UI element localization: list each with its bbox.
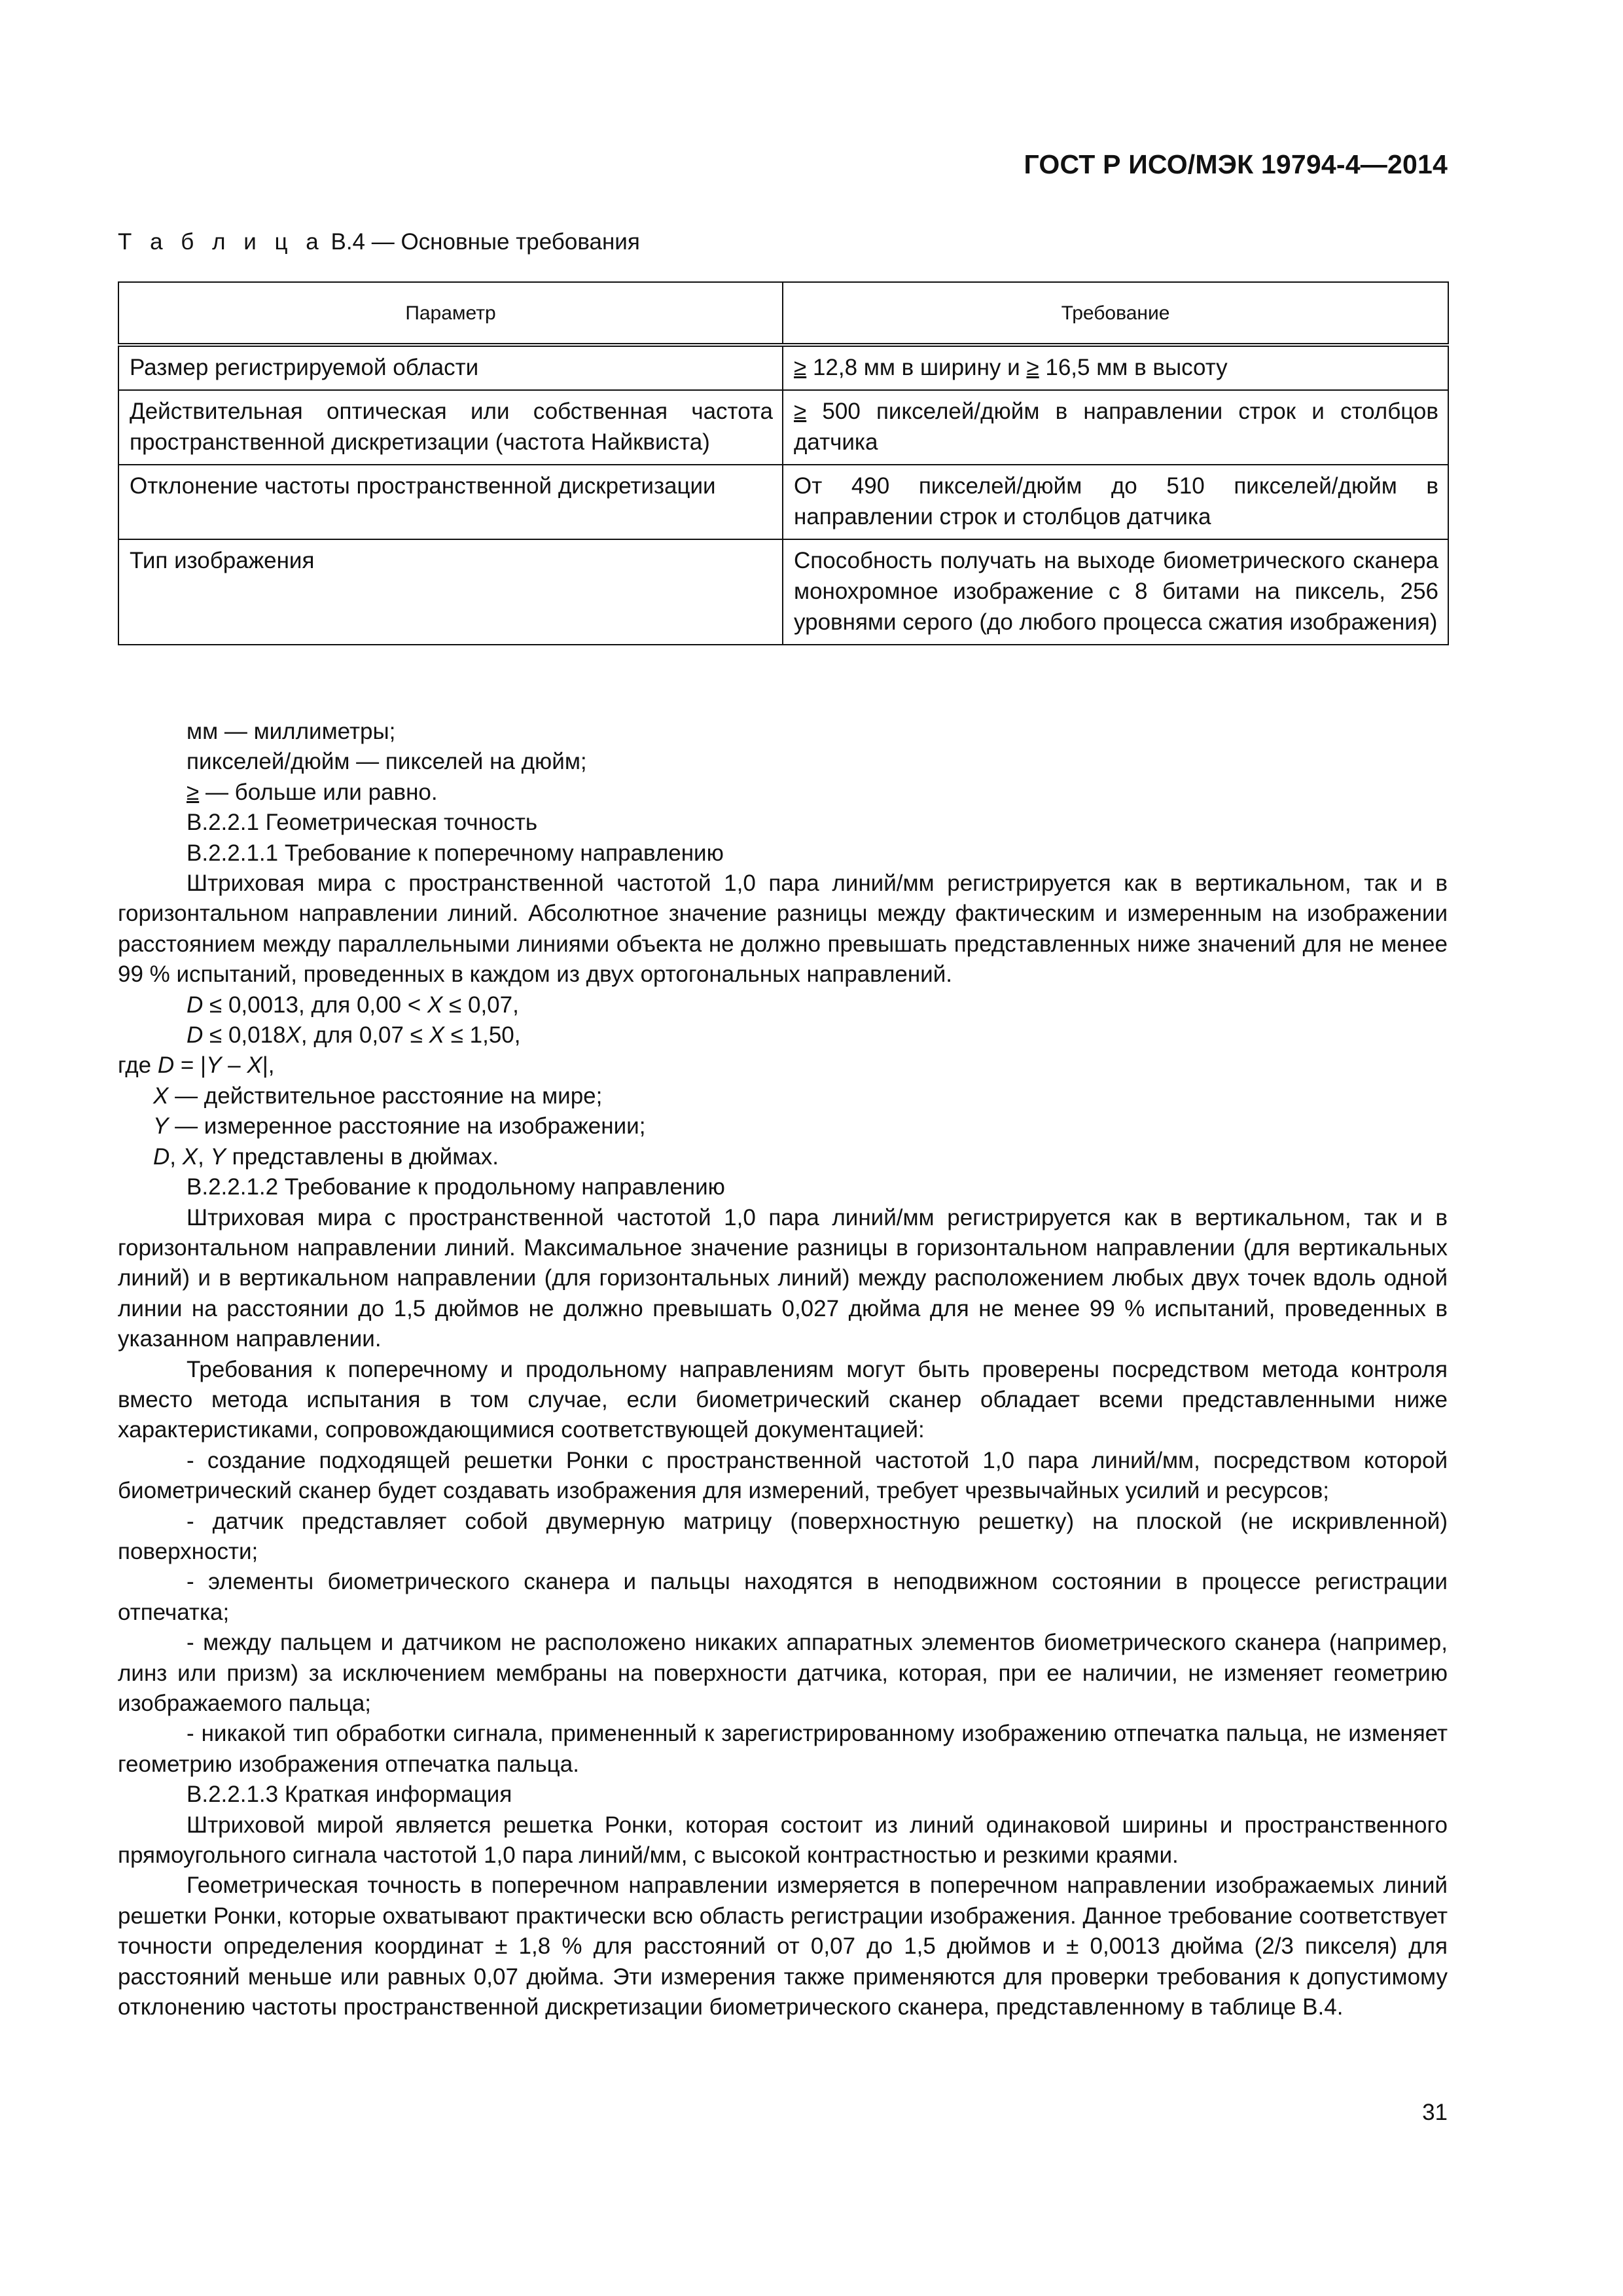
- formula-text: ≤ 1,50,: [444, 1022, 521, 1049]
- ge-symbol: ≥: [794, 355, 807, 380]
- var: X: [427, 992, 443, 1018]
- formula-text: ≤ 0,0013, для 0,00 <: [203, 992, 427, 1018]
- list-item: - никакой тип обработки сигнала, примененный к зарегистрированному изображению отпечатка пальца, не изменяет геометрию изображения отпечатка пальца.: [118, 1721, 1448, 1777]
- section-title: В.2.2.1.1 Требование к поперечному направлению: [187, 840, 724, 866]
- paragraph: Геометрическая точность в поперечном направлении измеряется в поперечном направлении изображаемых линий решетки Ронки, которые охватывают практически всю область регистрации изображения. Данное требование соответствует точности определения координат ± 1,8 % для расстояний от 0,07 до 1,5 дюймов и ± 0,0013 дюйма (2/3 пикселя) для расстояний меньше или равных 0,07 дюйма. Эти измерения также применяются для проверки требования к допустимому отклонению частоты пространственной дискретизации биометрического сканера, представленному в таблице В.4.: [118, 1873, 1448, 2020]
- section-title: В.2.2.1.2 Требование к продольному направлению: [187, 1174, 725, 1200]
- table-row: [118, 465, 1448, 539]
- definition-y: [118, 1111, 1448, 1141]
- definition-x: [118, 1081, 1448, 1111]
- requirements-table: [118, 281, 1449, 645]
- requirement-cell: Способность получать на выходе биометрического сканера монохромное изображение с 8 битами на пиксель, 256 уровнями серого (до любого процесса сжатия изображения): [783, 539, 1448, 645]
- list-item: - элементы биометрического сканера и пальцы находятся в неподвижном состоянии в процессе регистрации отпечатка;: [118, 1569, 1448, 1625]
- sep: ,: [169, 1143, 183, 1170]
- document-body: [118, 717, 1448, 2022]
- requirement-text: 16,5 мм в высоту: [1039, 355, 1228, 380]
- header-parameter: Параметр: [118, 282, 783, 345]
- requirement-text: 500 пикселей/дюйм в направлении строк и столбцов датчика: [794, 399, 1438, 455]
- list-item: - создание подходящей решетки Ронки с пространственной частотой 1,0 пара линий/мм, посредством которой биометрический сканер будет создавать изображения для измерений, требует чрезвычайных усилий и ресурсов;: [118, 1447, 1448, 1504]
- paragraph: Штриховой мирой является решетка Ронки, которая состоит из линий одинаковой ширины и пространственного прямоугольного сигнала частотой 1,0 пара линий/мм, с высокой контрастностью и резкими краями.: [118, 1812, 1448, 1869]
- requirement-cell: [783, 345, 1448, 390]
- var: Y: [206, 1052, 222, 1079]
- paragraph: Штриховая мира с пространственной частотой 1,0 пара линий/мм регистрируется как в вертикальном, так и в горизонтальном направлении линий. Максимальное значение разницы в горизонтальном направлении (для вертикальных линий) и в вертикальном направлении (для горизонтальных линий) между расположением любых двух точек вдоль одной линии на расстоянии до 1,5 дюймов не должно превышать 0,027 дюйма для не менее 99 % испытаний, проведенных в указанном направлении.: [118, 1204, 1448, 1352]
- ge-symbol: ≥: [187, 779, 200, 805]
- section-title: В.2.2.1.3 Краткая информация: [187, 1782, 512, 1808]
- formula: [118, 990, 1448, 1020]
- formula-text: ≤ 0,07,: [442, 992, 519, 1018]
- paragraph: Штриховая мира с пространственной частотой 1,0 пара линий/мм регистрируется как в вертикальном, так и в горизонтальном направлении линий. Абсолютное значение разницы между фактическим и измеренным на изображении расстоянием между параллельными линиями объекта не должно превышать представленных ниже значений для не менее 99 % испытаний, проведенных в каждом из двух ортогональных направлений.: [118, 870, 1448, 988]
- table-caption: [118, 229, 640, 255]
- var: X: [429, 1022, 444, 1049]
- header-requirement: Требование: [783, 282, 1448, 345]
- definition-text: — измеренное расстояние на изображении;: [168, 1113, 646, 1139]
- table-caption-text: В.4 — Основные требования: [330, 229, 640, 255]
- param-cell: Действительная оптическая или собственная частота пространственной дискретизации (частота Найквиста): [118, 390, 783, 465]
- formula-text: = |: [174, 1052, 207, 1079]
- param-cell: Отклонение частоты пространственной дискретизации: [118, 465, 783, 539]
- table-header-row: [118, 282, 1448, 345]
- var: Y: [210, 1143, 226, 1170]
- var: D: [187, 1022, 204, 1049]
- var: X: [247, 1052, 262, 1079]
- note-ge-text: — больше или равно.: [199, 779, 438, 805]
- definition-text: — действительное расстояние на мире;: [168, 1083, 603, 1109]
- page-number: 31: [1422, 2100, 1448, 2125]
- note-ppi: пикселей/дюйм — пикселей на дюйм;: [187, 749, 587, 775]
- table-row: [118, 390, 1448, 465]
- table-caption-label: Т а б л и ц а: [118, 229, 325, 255]
- sep: ,: [198, 1143, 211, 1170]
- section-title: В.2.2.1 Геометрическая точность: [187, 810, 538, 836]
- definition-units: [118, 1142, 1448, 1172]
- var: D: [153, 1143, 170, 1170]
- var: X: [153, 1083, 169, 1109]
- formula-text: |,: [262, 1052, 275, 1079]
- list-item: - датчик представляет собой двумерную матрицу (поверхностную решетку) на плоской (не искривленной) поверхности;: [118, 1508, 1448, 1564]
- ge-symbol: ≥: [1026, 355, 1039, 380]
- var: Y: [153, 1113, 169, 1139]
- param-cell: Размер регистрируемой области: [118, 345, 783, 390]
- formula-text: ≤ 0,018: [203, 1022, 286, 1049]
- param-cell: Тип изображения: [118, 539, 783, 645]
- definition-text: представлены в дюймах.: [225, 1143, 499, 1170]
- formula-where: [118, 1050, 1448, 1081]
- formula-text: где: [118, 1052, 158, 1079]
- formula-text: , для 0,07 ≤: [300, 1022, 429, 1049]
- table-row: [118, 345, 1448, 390]
- var: D: [157, 1052, 175, 1079]
- document-header: ГОСТ Р ИСО/МЭК 19794-4—2014: [1024, 149, 1448, 179]
- formula: [118, 1020, 1448, 1050]
- requirement-cell: [783, 390, 1448, 465]
- paragraph: Требования к поперечному и продольному направлениям могут быть проверены посредством метода контроля вместо метода испытания в том случае, если биометрический сканер обладает всеми представленными ниже характеристиками, сопровождающимися соответствующей документацией:: [118, 1356, 1448, 1443]
- requirement-text: 12,8 мм в ширину и: [806, 355, 1027, 380]
- var: D: [187, 992, 204, 1018]
- var: X: [182, 1143, 198, 1170]
- note-mm: мм — миллиметры;: [187, 719, 396, 744]
- requirement-cell: От 490 пикселей/дюйм до 510 пикселей/дюйм в направлении строк и столбцов датчика: [783, 465, 1448, 539]
- formula-text: –: [221, 1052, 247, 1079]
- ge-symbol: ≥: [794, 399, 807, 424]
- list-item: - между пальцем и датчиком не расположено никаких аппаратных элементов биометрического сканера (например, линз или призм) за исключением мембраны на поверхности датчика, которая, при ее наличии, не изменяет геометрию изображаемого пальца;: [118, 1630, 1448, 1716]
- note-ge: [118, 778, 1448, 808]
- table-row: [118, 539, 1448, 645]
- var: X: [285, 1022, 301, 1049]
